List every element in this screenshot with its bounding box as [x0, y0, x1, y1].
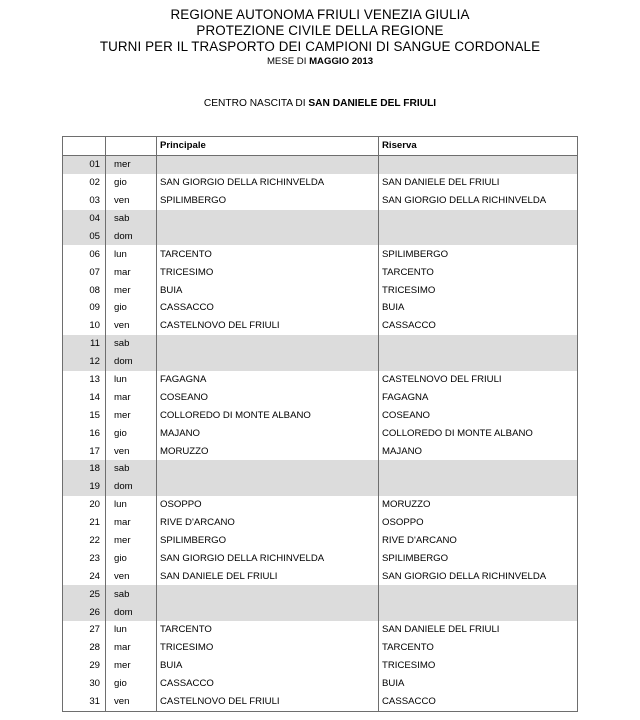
day-number-cell: 24: [63, 567, 106, 585]
day-number-cell: 14: [63, 388, 106, 406]
riserva-cell: CASSACCO: [379, 317, 578, 335]
table-row: [63, 227, 578, 245]
weekday-cell: gio: [106, 675, 157, 693]
table-row: [63, 693, 578, 711]
principale-cell: RIVE D'ARCANO: [157, 514, 379, 532]
riserva-cell: CASTELNOVO DEL FRIULI: [379, 371, 578, 389]
riserva-cell: MAJANO: [379, 442, 578, 460]
principale-cell: BUIA: [157, 281, 379, 299]
principale-cell: SAN GIORGIO DELLA RICHINVELDA: [157, 174, 379, 192]
principale-cell: [157, 210, 379, 228]
table-row: [63, 675, 578, 693]
day-number-cell: 02: [63, 174, 106, 192]
day-number-cell: 12: [63, 353, 106, 371]
riserva-cell: [379, 335, 578, 353]
riserva-cell: [379, 353, 578, 371]
riserva-cell: COSEANO: [379, 406, 578, 424]
weekday-cell: gio: [106, 299, 157, 317]
weekday-cell: lun: [106, 621, 157, 639]
table-row: [63, 639, 578, 657]
document-header: [0, 7, 640, 69]
day-number-cell: 17: [63, 442, 106, 460]
principale-cell: CASSACCO: [157, 299, 379, 317]
principale-cell: CASSACCO: [157, 675, 379, 693]
weekday-cell: mer: [106, 155, 157, 173]
weekday-cell: mer: [106, 406, 157, 424]
riserva-cell: SAN GIORGIO DELLA RICHINVELDA: [379, 192, 578, 210]
riserva-cell: MORUZZO: [379, 496, 578, 514]
table-row: [63, 317, 578, 335]
table-row: [63, 567, 578, 585]
birth-center-prefix: CENTRO NASCITA DI: [203, 98, 309, 109]
riserva-cell: BUIA: [379, 299, 578, 317]
weekday-cell: dom: [106, 603, 157, 621]
riserva-cell: [379, 603, 578, 621]
riserva-cell: TARCENTO: [379, 263, 578, 281]
day-number-cell: 28: [63, 639, 106, 657]
table-row: [63, 406, 578, 424]
principale-cell: SAN GIORGIO DELLA RICHINVELDA: [157, 549, 379, 567]
principale-cell: SPILIMBERGO: [157, 192, 379, 210]
riserva-cell: [379, 460, 578, 478]
riserva-cell: BUIA: [379, 675, 578, 693]
principale-cell: [157, 335, 379, 353]
department-title: PROTEZIONE CIVILE DELLA REGIONE: [196, 23, 444, 38]
weekday-cell: ven: [106, 442, 157, 460]
weekday-cell: lun: [106, 496, 157, 514]
principale-cell: [157, 478, 379, 496]
day-number-cell: 13: [63, 371, 106, 389]
weekday-cell: mer: [106, 281, 157, 299]
day-number-cell: 21: [63, 514, 106, 532]
riserva-cell: FAGAGNA: [379, 388, 578, 406]
day-number-cell: 01: [63, 155, 106, 173]
weekday-cell: ven: [106, 192, 157, 210]
principale-cell: [157, 227, 379, 245]
weekday-cell: dom: [106, 478, 157, 496]
day-number-cell: 27: [63, 621, 106, 639]
principale-cell: [157, 460, 379, 478]
principale-cell: BUIA: [157, 657, 379, 675]
riserva-cell: SAN DANIELE DEL FRIULI: [379, 621, 578, 639]
riserva-cell: OSOPPO: [379, 514, 578, 532]
riserva-cell: SAN GIORGIO DELLA RICHINVELDA: [379, 567, 578, 585]
weekday-cell: gio: [106, 174, 157, 192]
birth-center-name: SAN DANIELE DEL FRIULI: [308, 98, 437, 109]
principale-cell: TARCENTO: [157, 245, 379, 263]
weekday-cell: mar: [106, 388, 157, 406]
riserva-cell: SPILIMBERGO: [379, 549, 578, 567]
table-row: [63, 514, 578, 532]
table-row: [63, 585, 578, 603]
weekday-cell: sab: [106, 585, 157, 603]
riserva-cell: [379, 210, 578, 228]
header-weekday: [106, 137, 157, 156]
weekday-cell: dom: [106, 353, 157, 371]
weekday-cell: ven: [106, 567, 157, 585]
weekday-cell: sab: [106, 335, 157, 353]
riserva-cell: COLLOREDO DI MONTE ALBANO: [379, 424, 578, 442]
weekday-cell: lun: [106, 245, 157, 263]
region-title: REGIONE AUTONOMA FRIULI VENEZIA GIULIA: [170, 7, 470, 22]
day-number-cell: 15: [63, 406, 106, 424]
principale-cell: [157, 155, 379, 173]
riserva-cell: TRICESIMO: [379, 657, 578, 675]
principale-cell: SAN DANIELE DEL FRIULI: [157, 567, 379, 585]
principale-cell: TRICESIMO: [157, 639, 379, 657]
table-row: [63, 353, 578, 371]
table-row: [63, 192, 578, 210]
day-number-cell: 05: [63, 227, 106, 245]
table-row: [63, 281, 578, 299]
month-prefix: MESE DI: [266, 56, 310, 67]
principale-cell: MORUZZO: [157, 442, 379, 460]
day-number-cell: 29: [63, 657, 106, 675]
day-number-cell: 04: [63, 210, 106, 228]
day-number-cell: 22: [63, 532, 106, 550]
weekday-cell: gio: [106, 549, 157, 567]
table-row: [63, 388, 578, 406]
riserva-cell: [379, 227, 578, 245]
weekday-cell: mer: [106, 657, 157, 675]
riserva-cell: SAN DANIELE DEL FRIULI: [379, 174, 578, 192]
weekday-cell: mer: [106, 532, 157, 550]
riserva-cell: TRICESIMO: [379, 281, 578, 299]
principale-cell: CASTELNOVO DEL FRIULI: [157, 693, 379, 711]
principale-cell: [157, 603, 379, 621]
table-row: [63, 478, 578, 496]
day-number-cell: 09: [63, 299, 106, 317]
day-number-cell: 31: [63, 693, 106, 711]
principale-cell: FAGAGNA: [157, 371, 379, 389]
principale-cell: MAJANO: [157, 424, 379, 442]
weekday-cell: lun: [106, 371, 157, 389]
weekday-cell: ven: [106, 317, 157, 335]
day-number-cell: 07: [63, 263, 106, 281]
riserva-cell: SPILIMBERGO: [379, 245, 578, 263]
table-row: [63, 174, 578, 192]
day-number-cell: 03: [63, 192, 106, 210]
table-row: [63, 460, 578, 478]
table-header-row: [63, 137, 578, 156]
weekday-cell: ven: [106, 693, 157, 711]
schedule-title: TURNI PER IL TRASPORTO DEI CAMPIONI DI SANGUE CORDONALE: [99, 39, 541, 54]
weekday-cell: mar: [106, 263, 157, 281]
birth-center-line: [0, 98, 640, 109]
principale-cell: COSEANO: [157, 388, 379, 406]
weekday-cell: mar: [106, 514, 157, 532]
table-row: [63, 245, 578, 263]
principale-cell: [157, 353, 379, 371]
shift-table: [62, 136, 578, 712]
day-number-cell: 26: [63, 603, 106, 621]
table-row: [63, 424, 578, 442]
month-line: [0, 55, 640, 69]
table-row: [63, 210, 578, 228]
table-row: [63, 335, 578, 353]
month-value: MAGGIO 2013: [309, 56, 374, 67]
day-number-cell: 06: [63, 245, 106, 263]
table-row: [63, 603, 578, 621]
riserva-cell: TARCENTO: [379, 639, 578, 657]
principale-cell: CASTELNOVO DEL FRIULI: [157, 317, 379, 335]
weekday-cell: dom: [106, 227, 157, 245]
day-number-cell: 19: [63, 478, 106, 496]
riserva-cell: [379, 478, 578, 496]
day-number-cell: 25: [63, 585, 106, 603]
header-day-number: [63, 137, 106, 156]
table-body: [63, 155, 578, 711]
table-row: [63, 299, 578, 317]
header-principale: Principale: [157, 137, 379, 156]
weekday-cell: sab: [106, 210, 157, 228]
table-row: [63, 263, 578, 281]
day-number-cell: 08: [63, 281, 106, 299]
day-number-cell: 18: [63, 460, 106, 478]
weekday-cell: sab: [106, 460, 157, 478]
principale-cell: TARCENTO: [157, 621, 379, 639]
table-row: [63, 155, 578, 173]
riserva-cell: [379, 585, 578, 603]
principale-cell: TRICESIMO: [157, 263, 379, 281]
weekday-cell: gio: [106, 424, 157, 442]
day-number-cell: 11: [63, 335, 106, 353]
principale-cell: OSOPPO: [157, 496, 379, 514]
principale-cell: COLLOREDO DI MONTE ALBANO: [157, 406, 379, 424]
table-row: [63, 657, 578, 675]
table-row: [63, 532, 578, 550]
riserva-cell: [379, 155, 578, 173]
weekday-cell: mar: [106, 639, 157, 657]
header-riserva: Riserva: [379, 137, 578, 156]
day-number-cell: 16: [63, 424, 106, 442]
table-row: [63, 496, 578, 514]
table-row: [63, 442, 578, 460]
riserva-cell: CASSACCO: [379, 693, 578, 711]
day-number-cell: 23: [63, 549, 106, 567]
principale-cell: [157, 585, 379, 603]
day-number-cell: 30: [63, 675, 106, 693]
table-row: [63, 371, 578, 389]
day-number-cell: 10: [63, 317, 106, 335]
day-number-cell: 20: [63, 496, 106, 514]
riserva-cell: RIVE D'ARCANO: [379, 532, 578, 550]
table-row: [63, 549, 578, 567]
principale-cell: SPILIMBERGO: [157, 532, 379, 550]
table-row: [63, 621, 578, 639]
